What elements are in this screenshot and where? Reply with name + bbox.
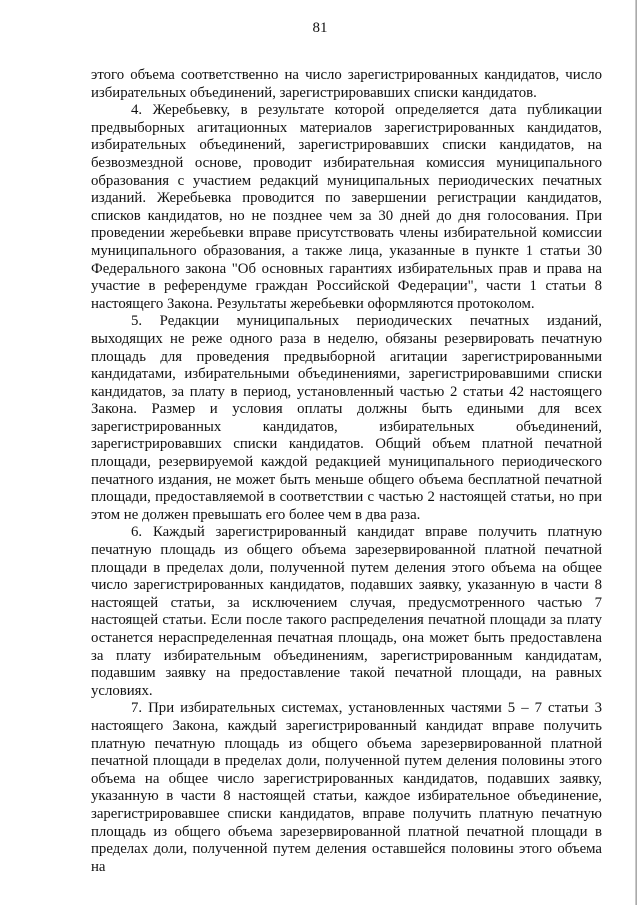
paragraph-continuation: этого объема соответственно на число зарегистрированных кандидатов, число избирательных объединений, зарегистрировавших списки кандидатов. [91,67,602,101]
page-number: 81 [312,20,328,36]
paragraph-item-6: 6. Каждый зарегистрированный кандидат вправе получить платную печатную площадь из общего объема зарезервированной платной печатной площади в пределах доли, полученной путем деления этого объема на общее число зарегистрированных кандидатов, подавших заявку, указанную в части 8 настоящей статьи, за исключением случая, предусмотренного частью 7 настоящей статьи. Если после такого распределения печатной площади за плату останется нераспределенная печатная площадь, она может быть предоставлена за плату избирательным объединениям, зарегистрированным кандидатам, подавшим заявку на предоставление такой печатной площади, на равных условиях. [91,524,602,699]
paragraph-item-4: 4. Жеребьевку, в результате которой определяется дата публикации предвыборных агитационных материалов зарегистрированных кандидатов, избирательных объединений, зарегистрировавших списки кандидатов, на безвозмездной основе, проводит избирательная комиссия муниципального образования с участием редакций муниципальных периодических печатных изданий. Жеребьевка проводится по завершении регистрации кандидатов, списков кандидатов, но не позднее чем за 30 дней до дня голосования. При проведении жеребьевки вправе присутствовать члены избирательной комиссии муниципального образования, а также лица, указанные в пункте 1 статьи 30 Федерального закона "Об основных гарантиях избирательных прав и права на участие в референдуме граждан Российской Федерации", части 1 статьи 8 настоящего Закона. Результаты жеребьевки оформляются протоколом. [91,102,602,312]
scan-edge-shadow [635,0,637,905]
paragraph-item-7: 7. При избирательных системах, установленных частями 5 – 7 статьи 3 настоящего Закона, каждый зарегистрированный кандидат вправе получить платную печатную площадь из общего объема зарезервированной платной печатной площади в пределах доли, полученной путем деления половины этого объема на общее число зарегистрированных кандидатов, подавших заявку, указанную в части 8 настоящей статьи, каждое избирательное объединение, зарегистрировавшее списки кандидатов, вправе получить платную печатную площадь из общего объема зарезервированной платной печатной площади в пределах доли, полученной путем деления оставшейся половины этого объема на [91,700,602,875]
body-text [91,67,602,876]
paragraph-item-5: 5. Редакции муниципальных периодических печатных изданий, выходящих не реже одного раза в неделю, обязаны резервировать печатную площадь для проведения предвыборной агитации зарегистрированными кандидатами, избирательными объединениями, зарегистрировавшими списки кандидатов, за плату в период, установленный частью 2 статьи 42 настоящего Закона. Размер и условия оплаты должны быть едиными для всех зарегистрированных кандидатов, избирательных объединений, зарегистрировавших списки кандидатов. Общий объем платной печатной площади, резервируемой каждой редакцией муниципального периодического печатного издания, не может быть меньше общего объема бесплатной печатной площади, предоставляемой в соответствии с частью 2 настоящей статьи, но при этом не должен превышать его более чем в два раза. [91,313,602,523]
